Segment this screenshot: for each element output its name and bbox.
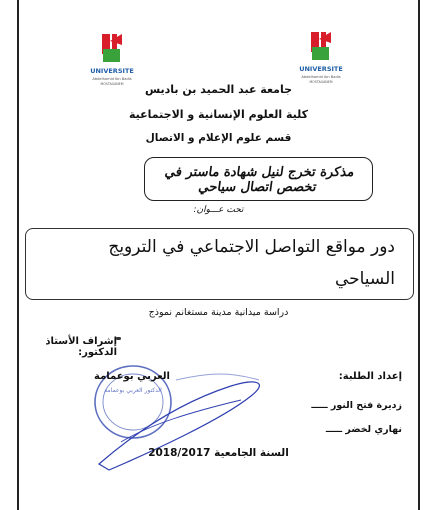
university-name: جامعة عبد الحميد بن باديس: [144, 83, 293, 96]
department-name: قسم علوم الإعلام و الاتصال: [145, 132, 292, 144]
student-name: نهاري لخضر ـــــ: [325, 424, 402, 435]
student-name: زديرة فتح النور ـــــ: [311, 400, 402, 411]
faculty-name: كلية العلوم الإنسانية و الاجتماعية: [128, 108, 309, 121]
thesis-type-box: [144, 157, 373, 201]
logo-tagline: MOSTAGANEM: [100, 82, 124, 86]
subject-label: تحت عـــوان:: [193, 205, 244, 215]
document-page: [17, 0, 420, 510]
logo-subtext: Abdelhamid Ibn Badis: [301, 75, 341, 79]
prepared-by-label: إعداد الطلبة:: [338, 371, 402, 382]
logo-tagline: MOSTAGANEM: [309, 80, 333, 84]
supervisor-name: العربي بوعمامة: [94, 371, 170, 382]
thesis-type-text: مذكرة تخرج لنيل شهادة ماستر في تخصص اتصال سياحي: [163, 165, 356, 195]
stamp-text: الدكتور العربي بوعمامة: [104, 387, 162, 394]
logo-wordmark: UNIVERSITE: [299, 65, 343, 73]
logo-subtext: Abdelhamid Ibn Badis: [92, 77, 132, 81]
university-logo-right: [291, 29, 351, 89]
title-box: [25, 228, 414, 300]
academic-year: السنة الجامعية 2018/2017: [148, 447, 289, 459]
thesis-title-line-2: السياحي: [334, 269, 395, 289]
supervisor-label: إشراف الأستاذ الدكتور:: [45, 336, 117, 358]
university-logo-left: [82, 31, 142, 91]
study-description: دراسة ميدانية مدينة مستغانم نموذج: [148, 307, 289, 318]
thesis-title-line-1: دور مواقع التواصل الاجتماعي في الترويج: [108, 237, 395, 257]
logo-wordmark: UNIVERSITE: [90, 67, 134, 75]
